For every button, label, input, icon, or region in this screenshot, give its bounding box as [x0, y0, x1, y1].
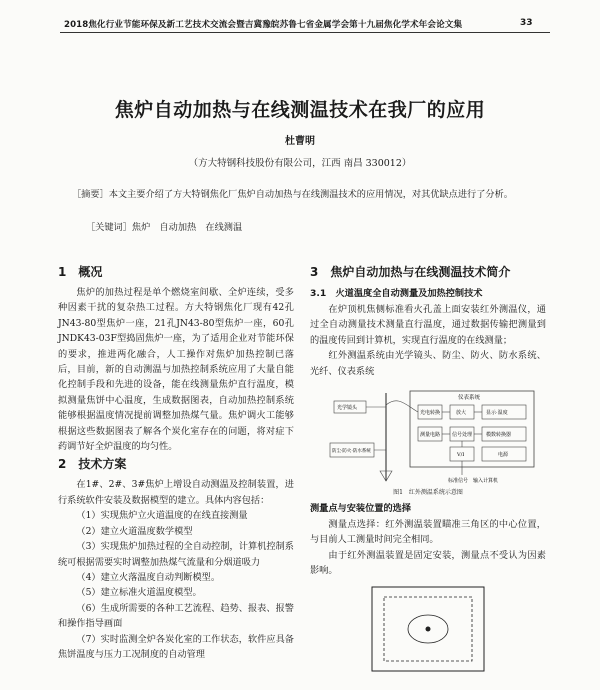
section-3-2-paragraph-1: 测量点选择：红外测温装置瞄准三角区的中心位置，与目前人工测量时间完全相同。	[310, 519, 546, 546]
label-output: 标准信号 输入计算机	[448, 478, 499, 485]
label-sensor: 光电转换	[420, 410, 441, 417]
header-rule	[60, 32, 550, 33]
label-display: 显示·温度	[486, 410, 508, 417]
section-3-heading: 3 焦炉自动加热与在线测温技术简介	[310, 265, 511, 279]
running-header: 2018焦化行业节能环保及新工艺技术交流会暨吉冀豫皖苏鲁七省金属学会第十九届焦化学术年会论文集	[64, 20, 463, 30]
paper-abstract: ［摘要］本文主要介绍了方大特钢焦化厂焦炉自动加热与在线测温技术的应用情况，对其优缺点进行了分析。	[72, 189, 513, 200]
label-amp: 放大	[456, 410, 467, 417]
measurement-point-diagram	[310, 583, 546, 675]
right-column	[310, 262, 546, 675]
paper-title: 焦炉自动加热与在线测温技术在我厂的应用	[114, 99, 486, 121]
page-number: 33	[520, 18, 533, 28]
figure-2	[310, 583, 546, 675]
section-2-intro: 在1#、2#、3#焦炉上增设自动测温及控制装置，进行系统软件安装及数据模型的建立。具体内容包括：	[58, 479, 294, 506]
infrared-system-diagram	[328, 385, 538, 485]
list-item: （6）生成所需要的各种工艺流程、趋势、报表、报警和操作指导画面	[58, 602, 294, 630]
section-1-heading: 1 概况	[58, 265, 103, 279]
label-power: 电源	[498, 452, 509, 459]
list-item: （3）实现焦炉加热过程的全自动控制，计算机控制系统可根据需要实时调整加热煤气流量和分烟道吸力	[58, 541, 294, 568]
label-lens: 光学镜头	[337, 405, 358, 412]
paper-author: 杜曹明	[285, 136, 315, 147]
label-instrument-system: 仪表系统	[458, 395, 481, 402]
section-1-paragraph: 焦炉的加热过程是单个燃烧室间歇、全炉连续，受多种因素干扰的复杂热工过程。方大特钢焦化厂现有42孔JN43-80型焦炉一座，21孔JN43-80型焦炉一座，60孔JNDK43-03F型捣固焦炉一座，为了适用企业对节能环保的要求，推进两化融合，人工操作对焦炉加热控制已落后，目前，新的自动测温与加热控制系统应用了大量自能化控制手段和先进的设备，能在线测量焦炉直行温度，模拟测量焦饼中心温度，生成数据图表，自动加热控制系统能够根据温度情况提前调整加热煤气量。焦炉调火工能够根据这些数据图表了解各个炭化室存在的问题，将对症下药调节好全炉温度的均匀性。	[58, 287, 294, 453]
section-3-1-paragraph-2: 红外测温系统由光学镜头、防尘、防火、防水系统、光纤、仪表系统	[310, 350, 546, 377]
list-item: （4）建立火落温度自动判断模型。	[76, 571, 221, 583]
paper-keywords: ［关键词］焦炉 自动加热 在线测温	[86, 222, 243, 233]
label-measure: 测量电路	[420, 432, 441, 439]
list-item: （5）建立标准火道温度模型。	[76, 587, 202, 599]
left-column	[58, 262, 294, 662]
list-item: （1）实现焦炉立火道温度的在线直接测量	[76, 510, 248, 522]
section-2-heading: 2 技术方案	[58, 457, 127, 472]
section-3-2-heading: 测量点与安装位置的选择	[310, 503, 412, 515]
label-process: 信号处理	[452, 432, 473, 439]
section-3-1-heading: 3.1 火道温度全自动测量及加热控制技术	[310, 288, 483, 299]
paper-affiliation: （方大特钢科技股份有限公司，江西 南昌 330012）	[188, 158, 412, 169]
section-3-1-paragraph-1: 在炉顶机焦侧标准看火孔盖上面安装红外测温仪，通过全自动测量技术测量直行温度，通过数据传输把测量到的温度传回到计算机，实现直行温度的在线测量；	[310, 304, 546, 346]
figure-1	[310, 385, 546, 485]
list-item: （2）建立火道温度数学模型	[76, 525, 193, 537]
label-converter: 模数转换器	[486, 432, 512, 439]
measurement-point-icon	[426, 626, 431, 631]
fiber-cable	[386, 401, 418, 412]
figure-1-caption: 图1 红外测温系统示意图	[393, 489, 463, 497]
section-3-2-paragraph-2: 由于红外测温装置是固定安装，测量点不受认为因素影响。	[310, 549, 546, 577]
instrument-frame	[410, 391, 534, 467]
label-vi: V/I	[457, 452, 465, 459]
label-protection: 防尘·防火·防水系统	[332, 449, 371, 455]
list-item: （7）实时监测全炉各炭化室的工作状态，软件应具备焦饼温度与压力工况制度的自动管理	[58, 633, 294, 660]
